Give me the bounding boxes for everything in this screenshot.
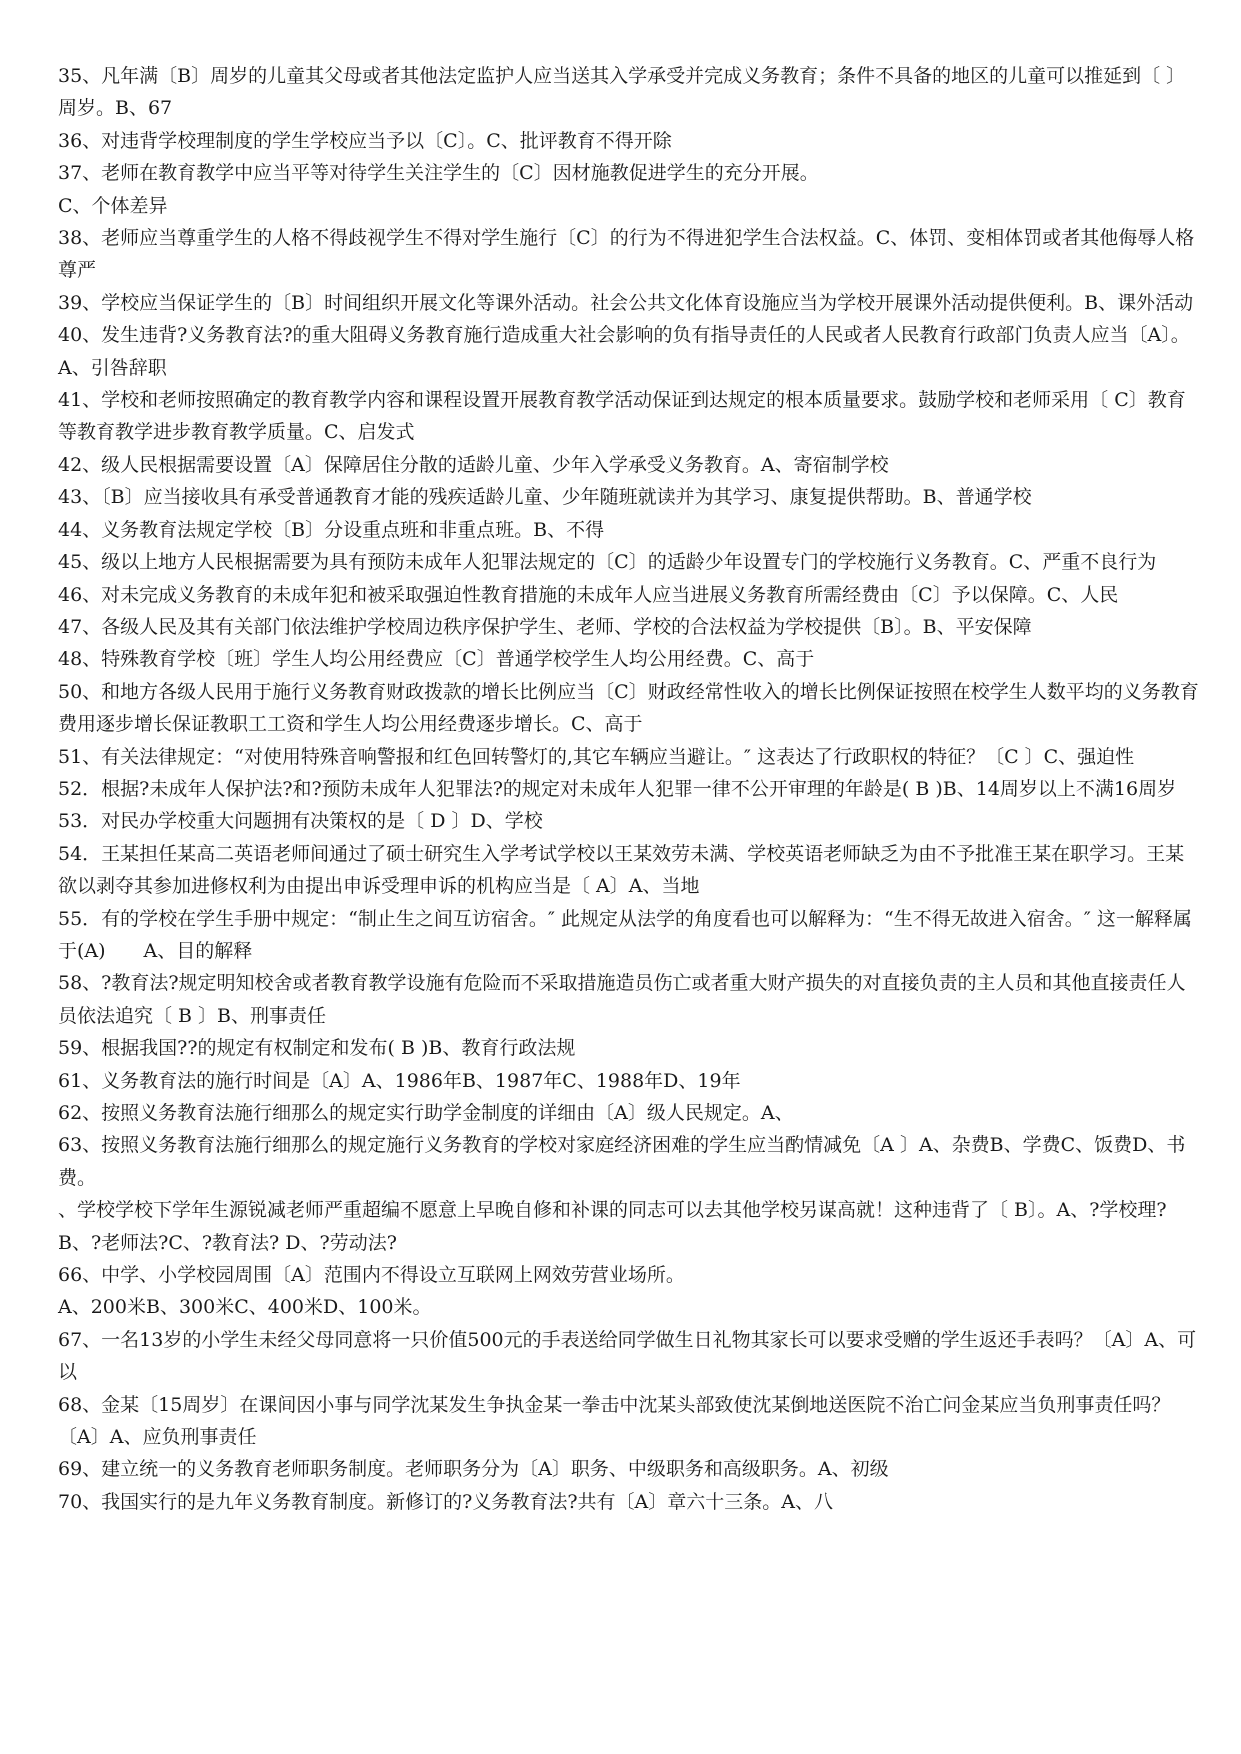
paragraph-q59: 59、根据我国??的规定有权制定和发布( B )B、教育行政法规 xyxy=(58,1037,576,1060)
paragraph-q50: 50、和地方各级人民用于施行义务教育财政拨款的增长比例应当〔C〕财政经常性收入的增长比例保证按照在校学生人数平均的义务教育费用逐步增长保证教职工工资和学生人均公用经费逐步增长。C、高于 xyxy=(58,680,1199,736)
paragraph-q46: 46、对未完成义务教育的未成年犯和被采取强迫性教育措施的未成年人应当进展义务教育所需经费由〔C〕予以保障。C、人民 xyxy=(58,583,1119,606)
paragraph-q42: 42、级人民根据需要设置〔A〕保障居住分散的适龄儿童、少年入学承受义务教育。A、寄宿制学校 xyxy=(58,453,889,476)
paragraph-q70: 70、我国实行的是九年义务教育制度。新修订的?义务教育法?共有〔A〕章六十三条。A、八 xyxy=(58,1490,833,1513)
paragraph-q53: 53．对民办学校重大问题拥有决策权的是〔 D 〕D、学校 xyxy=(58,810,543,833)
paragraph-q58: 58、?教育法?规定明知校舍或者教育教学设施有危险而不采取措施造员伤亡或者重大财产损失的对直接负责的主人员和其他直接责任人员依法追究〔 B 〕B、刑事责任 xyxy=(58,972,1186,1027)
paragraph-q66-options: A、200米B、300米C、400米D、100米。 xyxy=(58,1296,432,1319)
paragraph-q63: 63、按照义务教育法施行细那么的规定施行义务教育的学校对家庭经济困难的学生应当酌情减免〔A 〕A、杂费B、学费C、饭费D、书费。 xyxy=(58,1134,1186,1189)
document-page xyxy=(58,60,1203,1518)
paragraph-q36: 36、对违背学校理制度的学生学校应当予以〔C〕。C、批评教育不得开除 xyxy=(58,129,672,152)
paragraph-q69: 69、建立统一的义务教育老师职务制度。老师职务分为〔A〕职务、中级职务和高级职务。A、初级 xyxy=(58,1458,889,1481)
paragraph-q35: 35、凡年满〔B〕周岁的儿童其父母或者其他法定监护人应当送其入学承受并完成义务教育；条件不具备的地区的儿童可以推延到〔 〕周岁。B、67 xyxy=(58,65,1186,120)
paragraph-q44: 44、义务教育法规定学校〔B〕分设重点班和非重点班。B、不得 xyxy=(58,518,605,541)
paragraph-q54: 54．王某担任某高二英语老师间通过了硕士研究生入学考试学校以王某效劳未满、学校英语老师缺乏为由不予批准王某在职学习。王某欲以剥夺其参加进修权利为由提出申诉受理申诉的机构应当是〔 A〕A、当地 xyxy=(58,842,1185,898)
paragraph-q64: 、学校学校下学年生源锐减老师严重超编不愿意上早晚自修和补课的同志可以去其他学校另谋高就！这种违背了〔 B〕。A、?学校理? B、?老师法?C、?教育法? D、?劳动法? xyxy=(58,1199,1192,1254)
paragraph-q43: 43、〔B〕应当接收具有承受普通教育才能的残疾适龄儿童、少年随班就读并为其学习、康复提供帮助。B、普通学校 xyxy=(58,486,1032,509)
paragraph-q62: 62、按照义务教育法施行细那么的规定实行助学金制度的详细由〔A〕级人民规定。A、 xyxy=(58,1102,794,1124)
paragraph-q37: 37、老师在教育教学中应当平等对待学生关注学生的〔C〕因材施教促进学生的充分开展。 xyxy=(58,162,819,185)
paragraph-q45: 45、级以上地方人民根据需要为具有预防未成年人犯罪法规定的〔C〕的适龄少年设置专门的学校施行义务教育。C、严重不良行为 xyxy=(58,551,1157,574)
paragraph-q37-answer: C、个体差异 xyxy=(58,194,168,217)
paragraph-q38: 38、老师应当尊重学生的人格不得歧视学生不得对学生施行〔C〕的行为不得进犯学生合法权益。C、体罚、变相体罚或者其他侮辱人格尊严 xyxy=(58,227,1195,282)
paragraph-q39: 39、学校应当保证学生的〔B〕时间组织开展文化等课外活动。社会公共文化体育设施应当为学校开展课外活动提供便利。B、课外活动 xyxy=(58,291,1194,314)
paragraph-q67: 67、一名13岁的小学生未经父母同意将一只价值500元的手表送给同学做生日礼物其家长可以要求受赠的学生返还手表吗？〔A〕A、可以 xyxy=(58,1328,1197,1384)
paragraph-q48: 48、特殊教育学校〔班〕学生人均公用经费应〔C〕普通学校学生人均公用经费。C、高于 xyxy=(58,648,815,671)
paragraph-q40: 40、发生违背?义务教育法?的重大阻碍义务教育施行造成重大社会影响的负有指导责任的人民或者人民教育行政部门负责人应当〔A〕。A、引咎辞职 xyxy=(58,324,1190,379)
paragraph-q47: 47、各级人民及其有关部门依法维护学校周边秩序保护学生、老师、学校的合法权益为学校提供〔B〕。B、平安保障 xyxy=(58,615,1032,638)
paragraph-q41: 41、学校和老师按照确定的教育教学内容和课程设置开展教育教学活动保证到达规定的根本质量要求。鼓励学校和老师采用〔 C〕教育等教育教学进步教育教学质量。C、启发式 xyxy=(58,389,1186,444)
paragraph-q61: 61、义务教育法的施行时间是〔A〕A、1986年B、1987年C、1988年D、19年 xyxy=(58,1069,741,1092)
paragraph-q51: 51、有关法律规定：“对使用特殊音响警报和红色回转警灯的,其它车辆应当避让。″ 这表达了行政职权的特征？〔C 〕C、强迫性 xyxy=(58,745,1135,768)
paragraph-q55: 55．有的学校在学生手册中规定：“制止生之间互访宿舍。″ 此规定从法学的角度看也可以解释为：“生不得无故进入宿舍。″ 这一解释属于(A) A、目的解释 xyxy=(58,907,1192,962)
paragraph-q66: 66、中学、小学校园周围〔A〕范围内不得设立互联网上网效劳营业场所。 xyxy=(58,1264,685,1287)
paragraph-q68: 68、金某〔15周岁〕在课间因小事与同学沈某发生争执金某一拳击中沈某头部致使沈某倒地送医院不治亡问金某应当负刑事责任吗？〔A〕A、应负刑事责任 xyxy=(58,1393,1171,1449)
paragraph-q52: 52．根据?未成年人保护法?和?预防未成年人犯罪法?的规定对未成年人犯罪一律不公开审理的年龄是( B )B、14周岁以上不满16周岁 xyxy=(58,777,1177,800)
